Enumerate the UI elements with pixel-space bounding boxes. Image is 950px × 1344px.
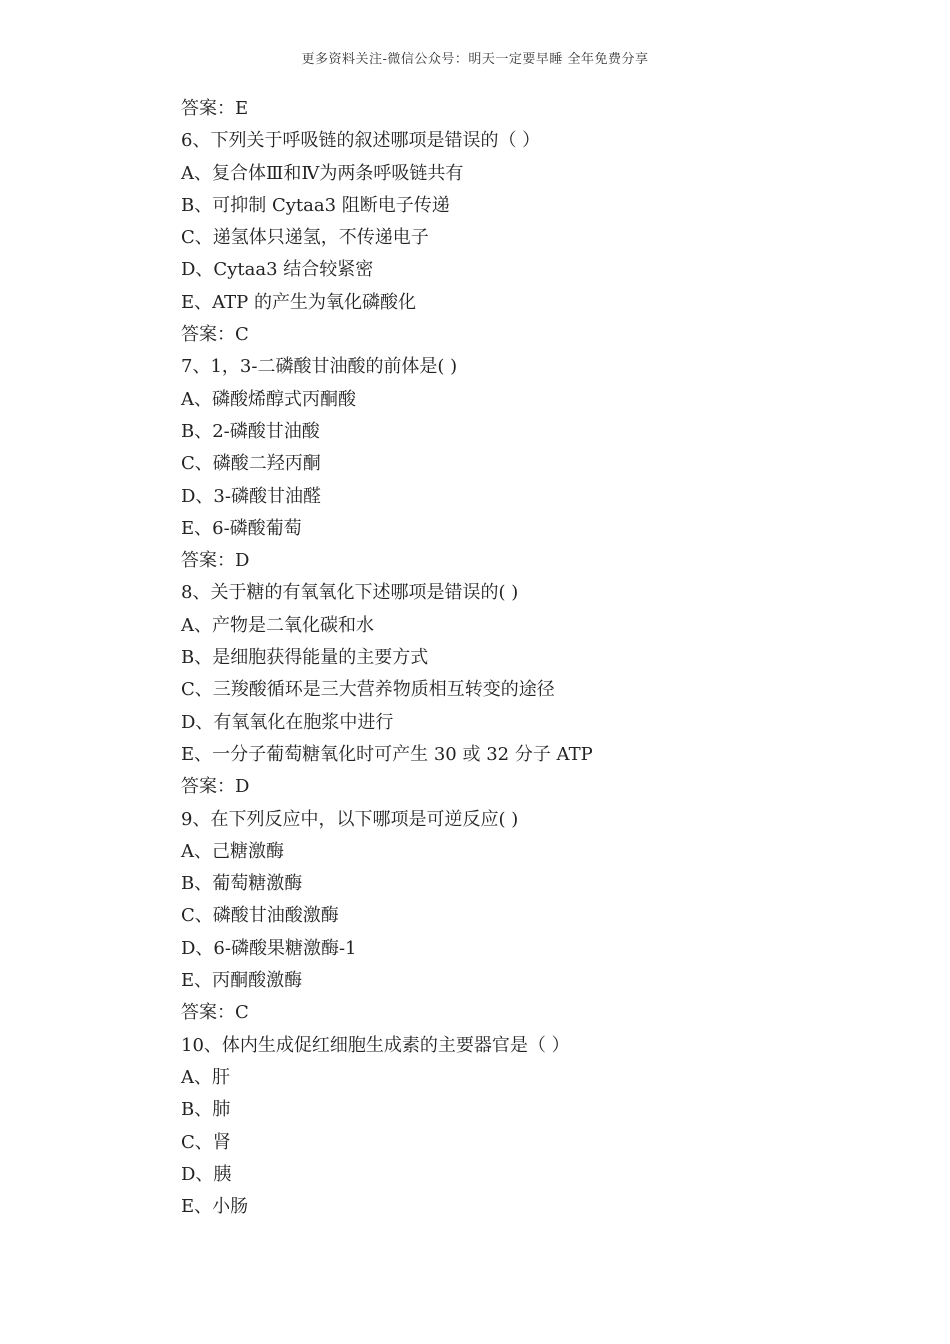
answer-line: 答案：D xyxy=(181,776,250,798)
option-line: D、有氧氧化在胞浆中进行 xyxy=(181,711,394,733)
question-stem: 8、关于糖的有氧氧化下述哪项是错误的( ) xyxy=(181,582,519,604)
option-line: D、3-磷酸甘油醛 xyxy=(181,485,321,507)
option-line: C、磷酸二羟丙酮 xyxy=(181,453,321,475)
question-list xyxy=(181,93,881,1223)
option-line: C、肾 xyxy=(181,1131,231,1153)
option-line: A、己糖激酶 xyxy=(181,840,284,862)
option-line: C、磷酸甘油酸激酶 xyxy=(181,905,339,927)
option-line: B、肺 xyxy=(181,1099,231,1121)
option-line: A、产物是二氧化碳和水 xyxy=(181,614,374,636)
option-line: D、Cytaa3 结合较紧密 xyxy=(181,259,374,281)
answer-line: 答案：D xyxy=(181,550,250,572)
option-line: C、三羧酸循环是三大营养物质相互转变的途径 xyxy=(181,679,555,701)
option-line: E、小肠 xyxy=(181,1196,249,1218)
option-line: B、是细胞获得能量的主要方式 xyxy=(181,647,429,669)
option-line: D、6-磷酸果糖激酶-1 xyxy=(181,937,357,959)
option-line: E、6-磷酸葡萄 xyxy=(181,517,302,539)
question-stem: 7、1，3-二磷酸甘油酸的前体是( ) xyxy=(181,356,458,378)
option-line: D、胰 xyxy=(181,1163,232,1185)
option-line: E、ATP 的产生为氧化磷酸化 xyxy=(181,291,416,313)
option-line: A、复合体Ⅲ和Ⅳ为两条呼吸链共有 xyxy=(181,162,464,184)
option-line: E、丙酮酸激酶 xyxy=(181,970,303,992)
page-header: 更多资料关注-微信公众号：明天一定要早睡 全年免费分享 xyxy=(301,52,649,67)
question-stem: 9、在下列反应中，以下哪项是可逆反应( ) xyxy=(181,808,519,830)
option-line: B、2-磷酸甘油酸 xyxy=(181,420,320,442)
answer-line: 答案：C xyxy=(181,1002,249,1024)
option-line: B、可抑制 Cytaa3 阻断电子传递 xyxy=(181,194,450,216)
option-line: C、递氢体只递氢，不传递电子 xyxy=(181,227,429,249)
question-stem: 10、体内生成促红细胞生成素的主要器官是（ ） xyxy=(181,1034,570,1056)
answer-line: 答案：E xyxy=(181,98,249,119)
answer-line: 答案：C xyxy=(181,324,249,346)
option-line: B、葡萄糖激酶 xyxy=(181,873,303,895)
option-line: A、磷酸烯醇式丙酮酸 xyxy=(181,388,356,410)
question-stem: 6、下列关于呼吸链的叙述哪项是错误的（ ） xyxy=(181,130,541,152)
option-line: E、一分子葡萄糖氧化时可产生 30 或 32 分子 ATP xyxy=(181,743,593,765)
option-line: A、肝 xyxy=(181,1066,230,1088)
